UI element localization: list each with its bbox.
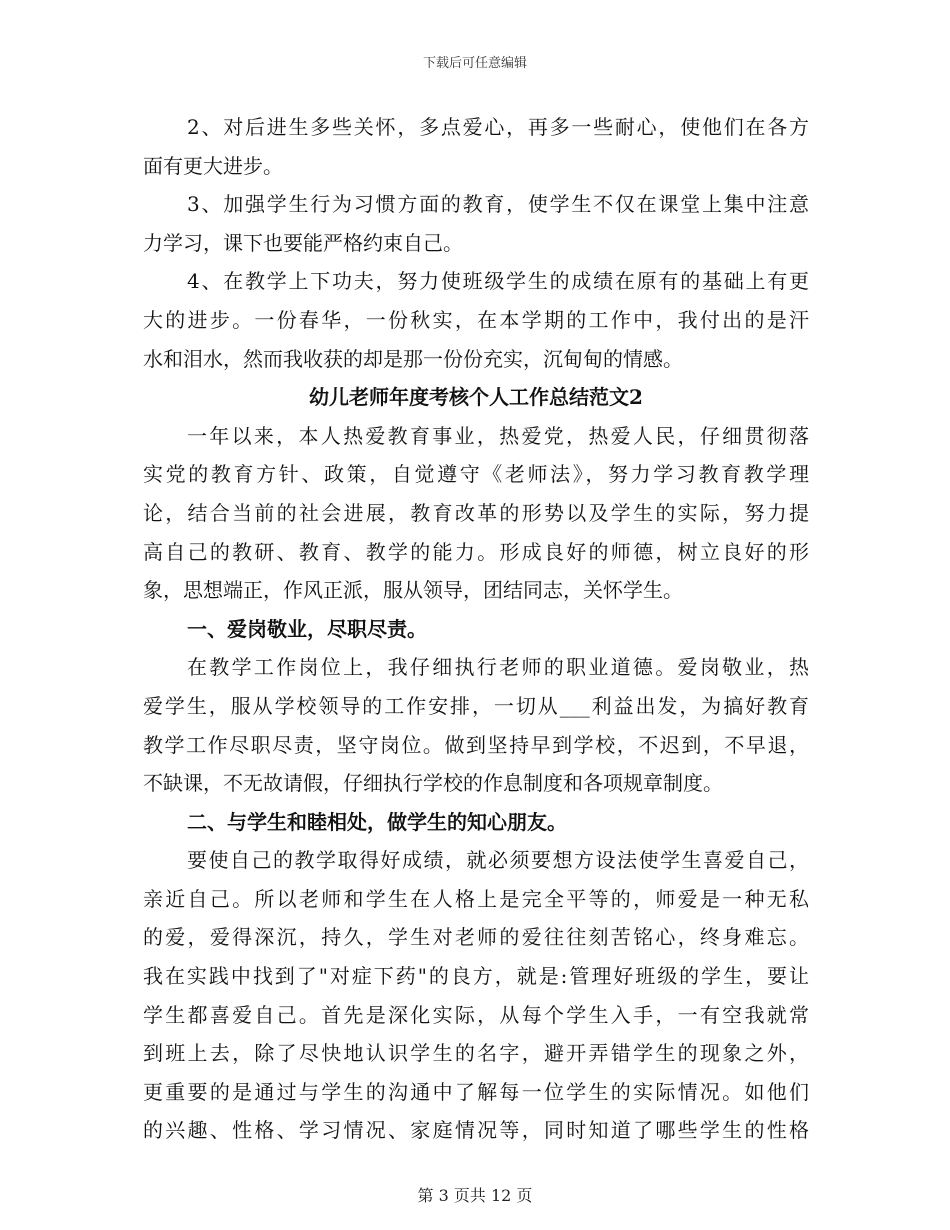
body-line: 实党的教育方针、政策，自觉遵守《老师法》，努力学习教育教学理 (143, 462, 809, 487)
paragraph-first-line: 一年以来，本人热爱教育事业，热爱党，热爱人民，仔细贯彻落 (187, 423, 809, 448)
body-line: 象，思想端正，作风正派，服从领导，团结同志，关怀学生。 (143, 578, 683, 603)
body-line: 的爱，爱得深沉，持久，学生对老师的爱往往刻苦铭心，终身难忘。 (143, 925, 809, 950)
section-heading: 一、爱岗敬业，尽职尽责。 (187, 616, 427, 641)
body-line: 不缺课，不无故请假，仔细执行学校的作息制度和各项规章制度。 (143, 771, 723, 796)
body-line: 水和泪水，然而我收获的却是那一份份充实，沉甸甸的情感。 (143, 346, 683, 371)
section-heading: 二、与学生和睦相处，做学生的知心朋友。 (187, 809, 567, 834)
body-line: 我在实践中找到了"对症下药"的良方，就是:管理好班级的学生，要让 (143, 964, 809, 989)
page-footer: 第 3 页共 12 页 (417, 1186, 533, 1205)
body-line: 高自己的教研、教育、教学的能力。形成良好的师德，树立良好的形 (143, 539, 809, 564)
body-line: 的兴趣、性格、学习情况、家庭情况等，同时知道了哪些学生的性格 (143, 1118, 809, 1143)
paragraph-first-line: 在教学工作岗位上，我仔细执行老师的职业道德。爱岗敬业，热 (187, 655, 809, 680)
paragraph-first-line: 4、在教学上下功夫，努力使班级学生的成绩在原有的基础上有更 (187, 269, 809, 294)
document-body (143, 108, 809, 1150)
page-header: 下载后可任意编辑 (422, 56, 527, 71)
body-line: 到班上去，除了尽快地认识学生的名字，避开弄错学生的现象之外， (143, 1041, 809, 1066)
body-line: 教学工作尽职尽责，坚守岗位。做到坚持早到学校，不迟到，不早退， (143, 732, 809, 757)
paragraph-first-line: 3、加强学生行为习惯方面的教育，使学生不仅在课堂上集中注意 (187, 192, 809, 217)
body-line: 大的进步。一份春华，一份秋实，在本学期的工作中，我付出的是汗 (143, 307, 809, 332)
body-line: 学生都喜爱自己。首先是深化实际，从每个学生入手，一有空我就常 (143, 1002, 809, 1027)
section-title: 幼儿老师年度考核个人工作总结范文2 (309, 385, 643, 410)
paragraph-first-line: 2、对后进生多些关怀，多点爱心，再多一些耐心，使他们在各方 (187, 115, 809, 139)
body-line: 力学习，课下也要能严格约束自己。 (143, 230, 463, 255)
body-line: 更重要的是通过与学生的沟通中了解每一位学生的实际情况。如他们 (143, 1079, 809, 1104)
body-line: 亲近自己。所以老师和学生在人格上是完全平等的，师爱是一种无私 (143, 886, 809, 911)
body-line: 论，结合当前的社会进展，教育改革的形势以及学生的实际，努力提 (143, 500, 809, 525)
paragraph-first-line: 要使自己的教学取得好成绩，就必须要想方设法使学生喜爱自己， (187, 848, 809, 873)
body-line: 爱学生，服从学校领导的工作安排，一切从___利益出发，为搞好教育 (143, 693, 809, 718)
body-line: 面有更大进步。 (143, 153, 283, 178)
